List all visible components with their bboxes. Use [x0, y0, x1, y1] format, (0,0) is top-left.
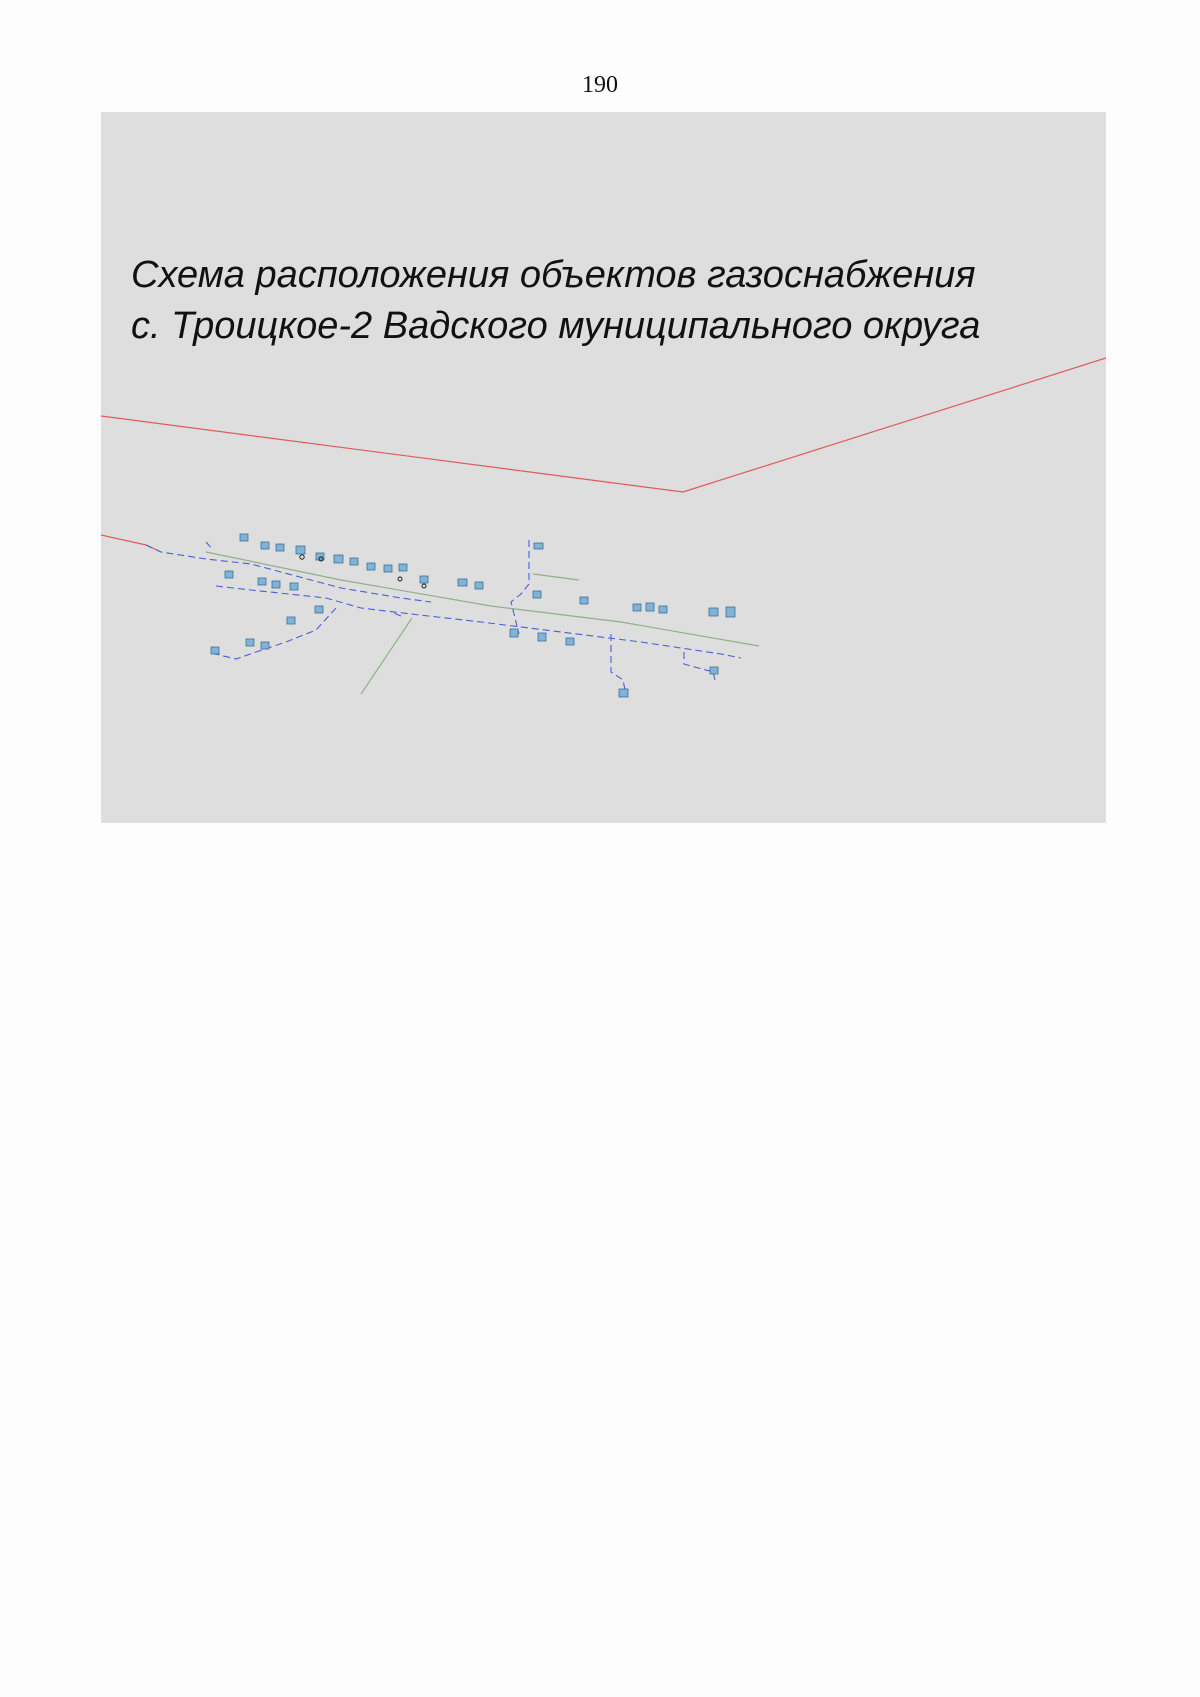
buildings: [211, 534, 735, 697]
pipeline-north-branch: [511, 540, 529, 634]
building-marker: [633, 604, 641, 611]
building-marker: [510, 629, 518, 637]
building-marker: [534, 543, 543, 549]
building-marker: [258, 578, 266, 585]
building-marker: [619, 689, 628, 697]
building-marker: [211, 647, 219, 654]
building-marker: [287, 617, 295, 624]
building-marker: [225, 571, 233, 578]
building-marker: [276, 544, 284, 551]
building-marker: [296, 546, 305, 554]
building-marker: [726, 607, 735, 617]
map-title-line-1: Схема расположения объектов газоснабжения: [131, 254, 976, 296]
pipeline-south-branch-2: [684, 652, 715, 680]
building-marker: [710, 667, 718, 674]
map-title: [131, 250, 980, 352]
building-marker: [384, 565, 392, 572]
map-title-line-2: с. Троицкое-2 Вадского муниципального округа: [131, 305, 981, 347]
point-symbol: [422, 584, 426, 588]
settlement-boundary: [101, 358, 1106, 552]
building-marker: [458, 579, 467, 586]
building-marker: [240, 534, 248, 541]
building-marker: [350, 558, 358, 565]
main-road: [206, 552, 759, 646]
map-point-symbols: [300, 555, 426, 588]
building-marker: [367, 563, 375, 570]
pipeline-west-branch: [211, 608, 336, 659]
building-marker: [538, 633, 546, 641]
building-marker: [272, 581, 280, 588]
building-marker: [334, 555, 343, 563]
building-marker: [580, 597, 588, 604]
building-marker: [420, 576, 428, 583]
boundary-line-lower: [101, 535, 161, 552]
building-marker: [399, 564, 407, 571]
side-road: [361, 618, 412, 694]
building-marker: [246, 639, 254, 646]
building-marker: [290, 583, 298, 590]
gas-pipelines: [146, 540, 741, 690]
point-symbol: [398, 577, 402, 581]
boundary-line-upper: [101, 358, 1106, 492]
building-marker: [475, 582, 483, 589]
building-marker: [659, 606, 667, 613]
map-panel: [101, 112, 1106, 823]
point-symbol: [300, 555, 304, 559]
building-marker: [315, 606, 323, 613]
page-number: 190: [582, 72, 618, 98]
building-marker: [646, 603, 654, 611]
north-spur-road: [533, 574, 579, 580]
map-canvas: [101, 112, 1106, 823]
building-marker: [261, 642, 269, 649]
pipeline-south-branch-1: [611, 634, 625, 690]
building-marker: [261, 542, 269, 549]
building-marker: [533, 591, 541, 598]
building-marker: [709, 608, 718, 616]
building-marker: [566, 638, 574, 645]
pipeline-west-stubs: [206, 542, 213, 550]
